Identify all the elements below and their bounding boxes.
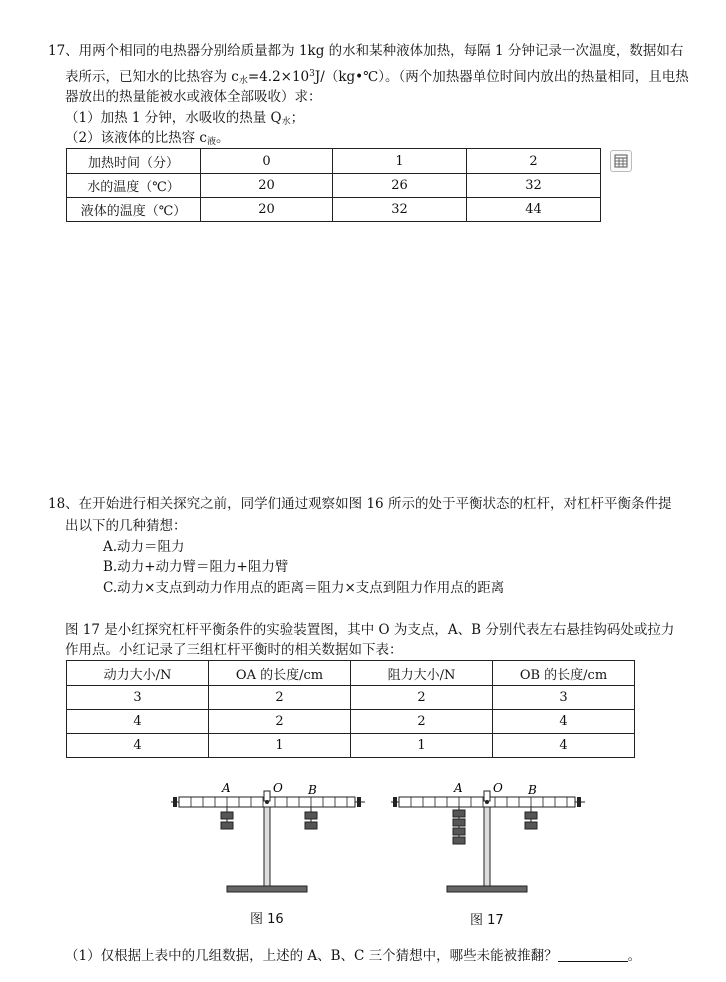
table-cell: 26 xyxy=(333,174,467,198)
table-cell: 2 xyxy=(209,686,351,710)
table-cell: 20 xyxy=(201,174,333,198)
q18-line2: 出以下的几种猜想： xyxy=(65,518,187,534)
table-row xyxy=(67,198,601,222)
figure-17-caption: 图 17 xyxy=(470,913,504,928)
table-cell: 4 xyxy=(493,710,635,734)
table-header-cell: 动力大小/N xyxy=(67,661,209,686)
table-cell: 3 xyxy=(493,686,635,710)
table-header-cell: OA 的长度/cm xyxy=(209,661,351,686)
table-cell: 1 xyxy=(351,734,493,758)
table-header-cell: OB 的长度/cm xyxy=(493,661,635,686)
q18-guess-c: C.动力×支点到动力作用点的距离＝阻力×支点到阻力作用点的距离 xyxy=(103,580,505,596)
answer-blank[interactable] xyxy=(558,947,628,962)
table-cell: 2 xyxy=(351,686,493,710)
table-cell: 0 xyxy=(201,149,333,174)
table-row xyxy=(67,734,635,758)
q17-table xyxy=(66,148,601,222)
q17-part2: （2）该液体的比热容 $c_液$。 xyxy=(65,130,230,147)
figure-17-lever xyxy=(385,778,590,898)
table-cell: 44 xyxy=(467,198,601,222)
table-cell: 1 xyxy=(333,149,467,174)
q18-para1: 图 17 是小红探究杠杆平衡条件的实验装置图，其中 O 为支点，A、B 分别代表左右悬挂钩码处或拉力 xyxy=(65,622,675,638)
fig16-label-a: A xyxy=(222,781,231,795)
fig17-label-b: B xyxy=(528,783,537,797)
fig16-label-o: O xyxy=(273,781,283,795)
table-cell: 1 xyxy=(209,734,351,758)
table-row xyxy=(67,710,635,734)
table-cell: 32 xyxy=(467,174,601,198)
q18-table xyxy=(66,660,635,758)
q17-line3: 器放出的热量能被水或液体全部吸收）求： xyxy=(65,89,322,105)
table-cell: 20 xyxy=(201,198,333,222)
q17-line2: 表所示，已知水的比热容为 $c_水=4.2\times 10^3J/(kg•℃)$。（两个加热器单位时间内放出的热量相同，且电热 xyxy=(65,69,689,86)
table-cell: 4 xyxy=(67,734,209,758)
table-cell: 2 xyxy=(351,710,493,734)
q17-line1: 17、用两个相同的电热器分别给质量都为 1kg 的水和某种液体加热，每隔 1 分钟记录一次温度，数据如右 xyxy=(48,43,684,59)
table-cell: 水的温度（℃） xyxy=(67,174,201,198)
q18-question1: （1）仅根据上表中的几组数据，上述的 A、B、C 三个猜想中，哪些未能被推翻？ 。 xyxy=(65,948,642,964)
q18-para2: 作用点。小红记录了三组杠杆平衡时的相关数据如下表： xyxy=(65,642,403,658)
table-grid-icon-glyph xyxy=(614,154,628,168)
table-row xyxy=(67,174,601,198)
fig16-label-b: B xyxy=(308,783,317,797)
table-cell: 2 xyxy=(467,149,601,174)
q18-line1: 18、在开始进行相关探究之前，同学们通过观察如图 16 所示的处于平衡状态的杠杆，对杠杆平衡条件提 xyxy=(48,496,672,512)
q17-part1: （1）加热 1 分钟，水吸收的热量 $Q_水$； xyxy=(65,110,305,127)
table-cell: 2 xyxy=(209,710,351,734)
table-cell: 液体的温度（℃） xyxy=(67,198,201,222)
table-cell: 4 xyxy=(67,710,209,734)
figure-16-caption: 图 16 xyxy=(250,912,284,927)
table-grid-icon[interactable] xyxy=(610,150,632,172)
fig17-label-a: A xyxy=(454,781,463,795)
table-row xyxy=(67,686,635,710)
q18-guess-b: B.动力+动力臂＝阻力+阻力臂 xyxy=(103,559,289,575)
table-cell: 加热时间（分） xyxy=(67,149,201,174)
table-cell: 4 xyxy=(493,734,635,758)
table-cell: 3 xyxy=(67,686,209,710)
table-header-row xyxy=(67,661,635,686)
table-cell: 32 xyxy=(333,198,467,222)
table-header-cell: 阻力大小/N xyxy=(351,661,493,686)
figure-16-lever xyxy=(165,778,370,898)
fig17-label-o: O xyxy=(493,781,503,795)
table-row xyxy=(67,149,601,174)
q18-guess-a: A.动力＝阻力 xyxy=(103,539,185,555)
